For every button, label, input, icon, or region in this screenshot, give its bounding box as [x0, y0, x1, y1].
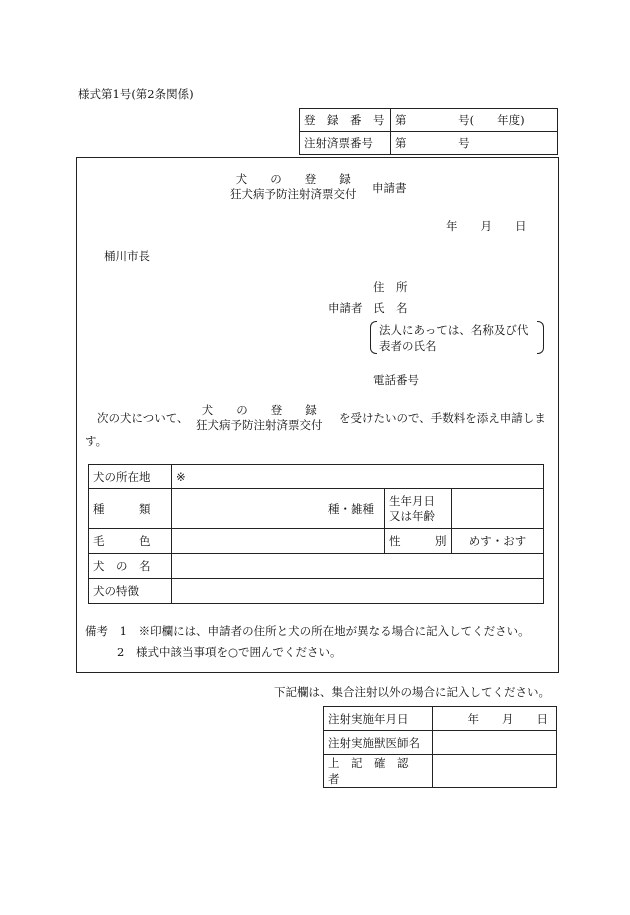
remarks-item-2-text: 様式中該当事項を○で囲んでください。	[135, 645, 342, 659]
heading-option-registration: 犬 の 登 録	[235, 172, 351, 186]
birth-value[interactable]	[452, 489, 544, 529]
application-date[interactable]: 年 月 日	[446, 219, 527, 233]
tag-number-value[interactable]	[391, 132, 558, 155]
close-bracket	[537, 321, 544, 354]
applicant-address-label: 住 所	[373, 280, 408, 294]
coat-color-value[interactable]	[172, 529, 385, 554]
dog-features-value[interactable]	[172, 579, 544, 604]
heading-suffix: 申請書	[372, 181, 407, 195]
corporate-note-line1: 法人にあっては、名称及び代	[379, 323, 529, 337]
tag-number-prefix: 第	[395, 136, 407, 150]
dog-location-label: 犬の所在地	[89, 465, 172, 489]
sex-options: めす・おす	[468, 534, 527, 548]
asterisk-mark: ※	[176, 469, 186, 484]
heading-option-rabies-tag: 狂犬病予防注射済票交付	[230, 187, 357, 201]
registration-number-label: 登 録 番 号	[300, 109, 391, 132]
remarks-item-2-number: 2	[117, 645, 125, 659]
registration-number-suffix: 号( 年度)	[458, 113, 525, 127]
breed-value[interactable]	[172, 489, 385, 529]
veterinarian-name-label: 注射実施獣医師名	[324, 731, 433, 755]
birth-label-line1: 生年月日	[389, 493, 435, 508]
veterinarian-name-value[interactable]	[433, 731, 557, 755]
dog-name-value[interactable]	[172, 554, 544, 579]
dog-features-label: 犬の特徴	[89, 579, 172, 604]
birth-label	[385, 489, 452, 529]
applicant-role-label: 申請者	[328, 301, 363, 315]
application-heading	[230, 172, 357, 202]
sex-value[interactable]	[452, 529, 544, 554]
corporate-note	[370, 321, 544, 354]
remarks-label: 備考	[85, 624, 108, 638]
remarks-item-1-text: ※印欄には、申請者の住所と犬の所在地が異なる場合に記入してください。	[138, 624, 530, 638]
form-number-title: 様式第1号(第2条関係)	[78, 87, 194, 101]
injection-date-placeholder: 年 月 日	[467, 711, 548, 726]
breed-label: 種 類	[89, 489, 172, 529]
request-option-registration: 犬 の 登 録	[201, 403, 317, 417]
birth-label-line2: 又は年齢	[389, 508, 435, 523]
dog-name-label: 犬 の 名	[89, 554, 172, 579]
applicant-name-label: 氏 名	[373, 301, 408, 315]
coat-color-label: 毛 色	[89, 529, 172, 554]
dog-info-table	[88, 464, 544, 604]
applicant-phone-label: 電話番号	[373, 373, 419, 387]
dog-location-value[interactable]	[172, 465, 544, 489]
request-lead: 次の犬について、	[97, 411, 189, 425]
breed-type-options: 種・雑種	[328, 501, 374, 516]
injection-date-label: 注射実施年月日	[324, 707, 433, 731]
bottom-note: 下記欄は、集合注射以外の場合に記入してください。	[274, 685, 550, 699]
injection-record-table	[323, 706, 557, 788]
confirmer-value[interactable]	[433, 755, 557, 788]
request-options	[196, 403, 323, 433]
tag-number-label: 注射済票番号	[300, 132, 391, 155]
addressee: 桶川市長	[104, 249, 150, 263]
corporate-note-line2: 表者の氏名	[379, 339, 437, 353]
open-bracket	[370, 321, 377, 354]
remarks-item-1	[85, 623, 530, 639]
injection-date-value[interactable]	[433, 707, 557, 731]
registration-number-value[interactable]	[391, 109, 558, 132]
request-wrap: す。	[85, 434, 108, 448]
registration-number-prefix: 第	[395, 113, 407, 127]
confirmer-label: 上 記 確 認 者	[324, 755, 433, 788]
request-option-rabies-tag: 狂犬病予防注射済票交付	[196, 418, 323, 432]
remarks-item-1-number: 1	[119, 624, 127, 638]
remarks-item-2	[117, 644, 342, 660]
sex-label: 性 別	[385, 529, 452, 554]
registration-number-table	[299, 108, 558, 155]
tag-number-suffix: 号	[458, 136, 470, 150]
request-tail: を受けたいので、手数料を添え申請しま	[339, 411, 546, 425]
